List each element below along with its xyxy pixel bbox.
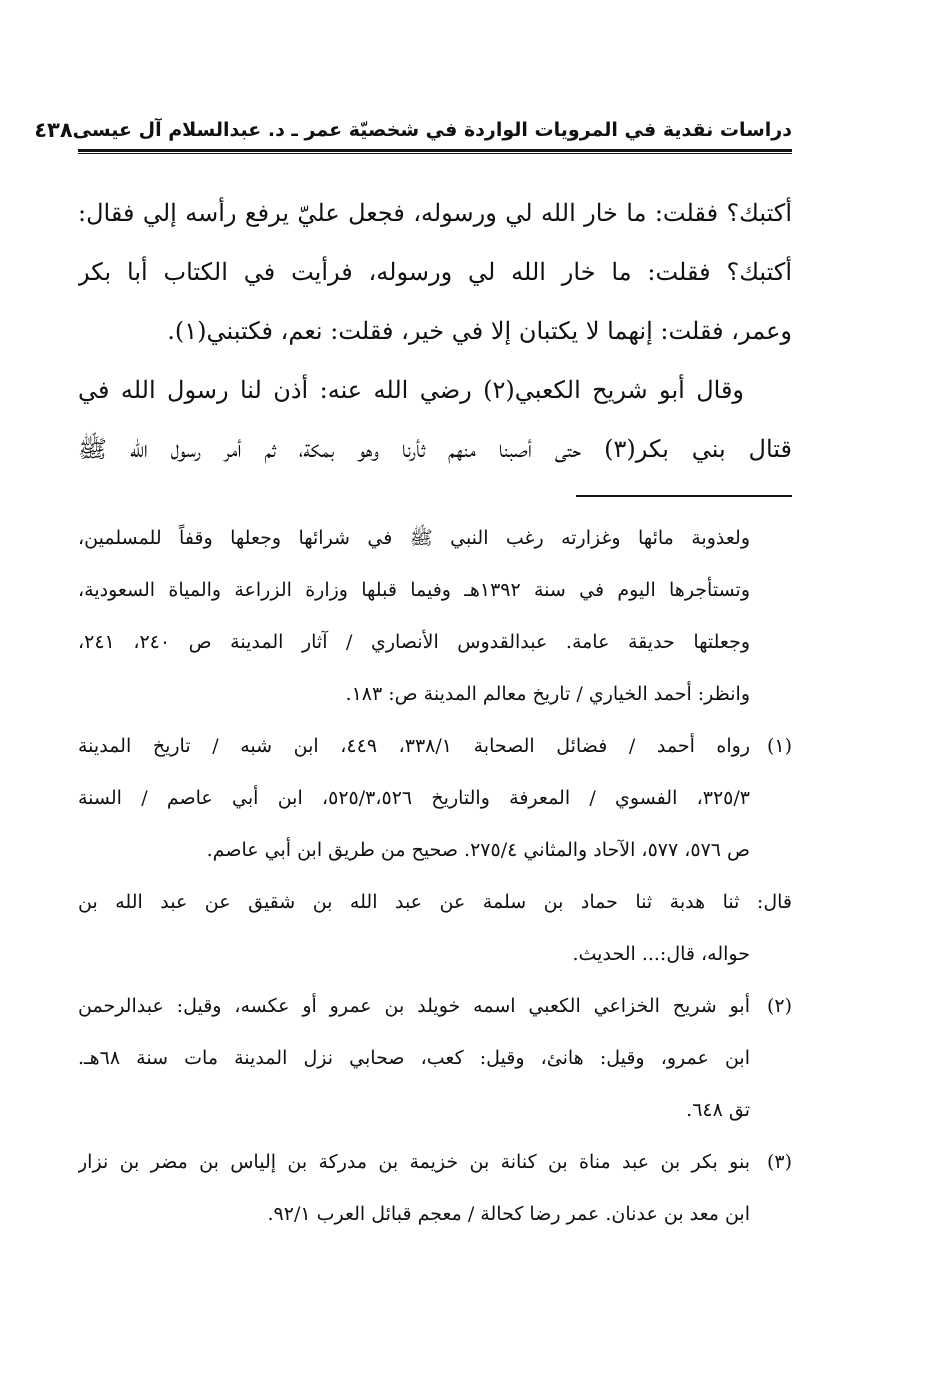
footnote-number: (٣) (766, 1151, 792, 1173)
footnote-line: ابن معد بن عدنان. عمر رضا كحالة / معجم قبائل العرب ٩٢/١. (267, 1203, 750, 1225)
footnote-line: ولعذوبة مائها وغزارته رغب النبي ﷺ في شرائها وجعلها وقفاً للمسلمين، (78, 527, 750, 549)
footnote-line: بنو بكر بن عبد مناة بن كنانة بن خزيمة بن مدركة بن إلياس بن مضر بن نزار (78, 1151, 750, 1173)
header-title: دراسات نقدية في المرويات الواردة في شخصيّة عمر ـ د. عبدالسلام آل عيسى (72, 119, 792, 141)
footnote-number: (١) (766, 735, 792, 757)
running-header (34, 112, 792, 148)
main-line: وقال أبو شريح الكعبي(٢) رضي الله عنه: أذن لنا رسول الله في (78, 376, 745, 404)
header-rule (78, 149, 792, 154)
footnote-line: رواه أحمد / فضائل الصحابة ٣٣٨/١، ٤٤٩، ابن شبه / تاريخ المدينة (78, 735, 750, 757)
footnote-line: ابن عمرو، وقيل: هانئ، وقيل: كعب، صحابي نزل المدينة مات سنة ٦٨هـ. (78, 1047, 750, 1069)
footnote-line: وجعلتها حديقة عامة. عبدالقدوس الأنصاري / آثار المدينة ص ٢٤٠، ٢٤١، (78, 631, 750, 653)
footnote-line: تق ٦٤٨. (686, 1099, 750, 1121)
footnote-line: ٣٢٥/٣، الفسوي / المعرفة والتاريخ ٥٢٥/٣،٥٢٦، ابن أبي عاصم / السنة (78, 787, 750, 809)
footnote-separator (576, 495, 792, 497)
main-text (78, 184, 792, 479)
footnote-line: وتستأجرها اليوم في سنة ١٣٩٢هـ وفيما قبلها وزارة الزراعة والمياة السعودية، (78, 579, 750, 601)
footnote-line: ص ٥٧٦، ٥٧٧، الآحاد والمثاني ٢٧٥/٤. صحيح من طريق ابن أبي عاصم. (206, 839, 750, 861)
book-page (34, 112, 792, 1232)
main-line: أكتبك؟ فقلت: ما خار الله لي ورسوله، فجعل عليّ يرفع رأسه إلي فقال: (78, 199, 792, 227)
footnote-line: حواله، قال:... الحديث. (572, 943, 750, 965)
footnote-number: (٢) (766, 995, 792, 1017)
footnote-2 (78, 980, 792, 1136)
footnote-continuation (78, 512, 792, 720)
main-line: وعمر، فقلت: إنهما لا يكتبان إلا في خير، فقلت: نعم، فكتبني(١). (167, 317, 792, 345)
footnote-1 (78, 720, 792, 980)
main-line: أكتبك؟ فقلت: ما خار الله لي ورسوله، فرأيت في الكتاب أبا بكر (78, 258, 792, 286)
footnote-3 (78, 1136, 792, 1240)
footnote-line: قال: ثنا هدبة ثنا حماد بن سلمة عن عبد الله بن شقيق عن عبد الله بن (78, 891, 792, 913)
footnote-line: وانظر: أحمد الخياري / تاريخ معالم المدينة ص: ١٨٣. (345, 683, 750, 705)
page-number: ٤٣٨ (34, 118, 73, 142)
footnote-line: أبو شريح الخزاعي الكعبي اسمه خويلد بن عمرو أو عكسه، وقيل: عبدالرحمن (78, 995, 750, 1017)
main-line: قتال بني بكر(٣) حتى أصبنا منهم ثأرنا وهو بمكة، ثم أمر رسول الله ﷺ (78, 435, 792, 463)
footnotes (78, 512, 792, 1240)
